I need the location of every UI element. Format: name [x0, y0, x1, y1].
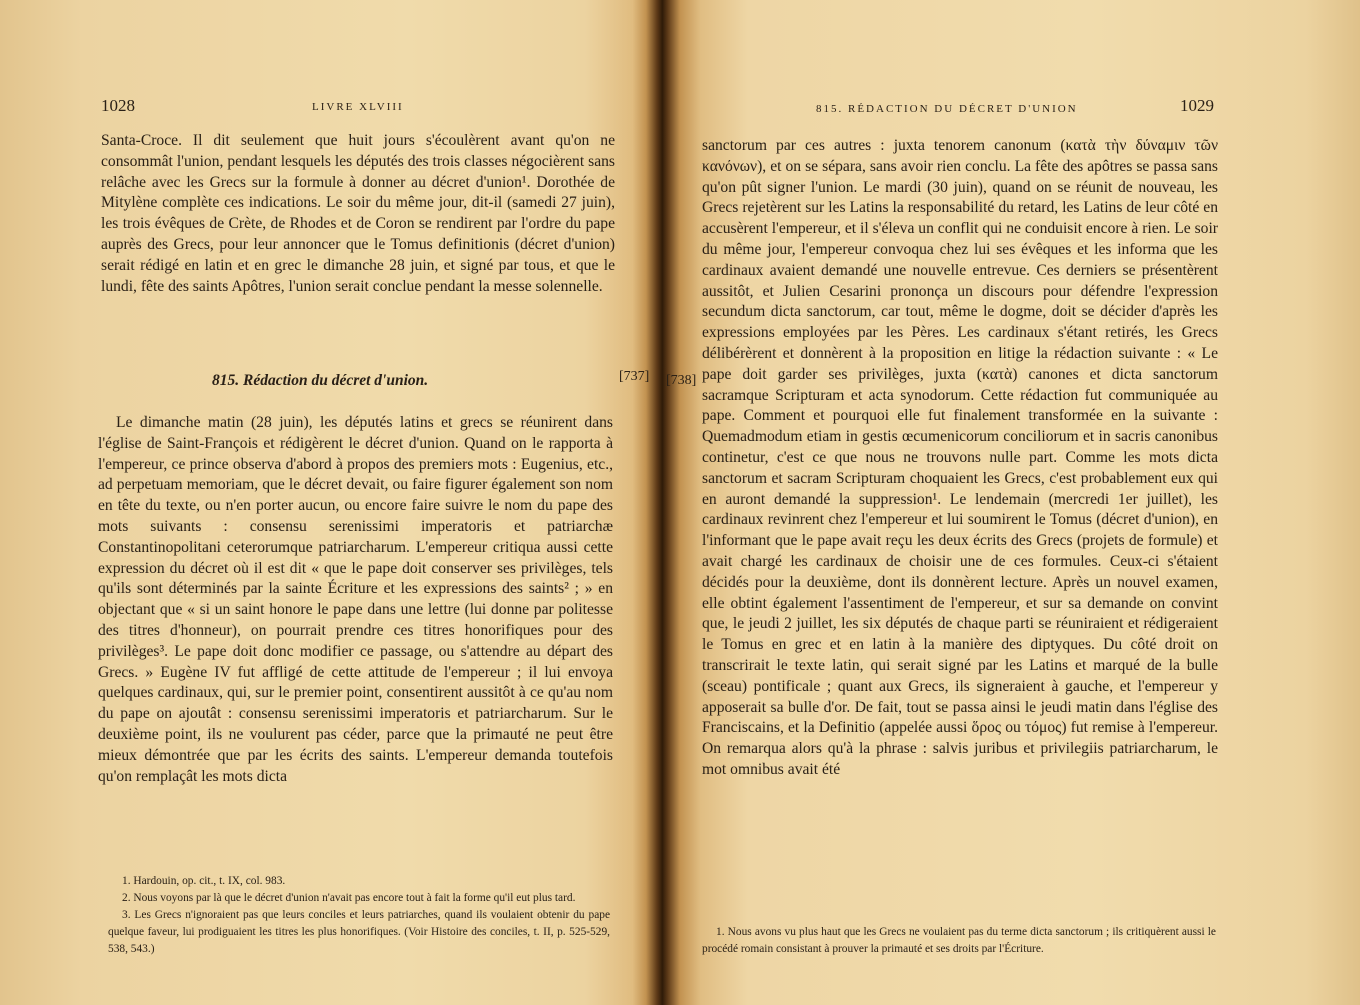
- page-number-left: 1028: [101, 96, 135, 115]
- right-footnotes: [702, 924, 1216, 958]
- footnote-3: 3. Les Grecs n'ignoraient pas que leurs conciles et leurs patriarches, quand ils voulaient obtenir du pape quelque faveur, lui prodiguaient les titres les plus honorifiques. (Voir Histoire des conciles, t. II, p. 525-529, 538, 543.): [108, 909, 610, 955]
- main-text: Le dimanche matin (28 juin), les députés latins et grecs se réunirent dans l'église de Saint-François et rédigèrent le décret d'union. Quand on le rapporta à l'empereur, ce prince observa d'abord à propos des premiers mots : Eugenius, etc., ad perpetuam memoriam, que le décret devait, ou faire figurer également son nom en tête du texte, ou n'en porter aucun, ou encore faire suivre le nom du pape des mots suivants : consensu serenissimi imperatoris et patriarchæ Constantinopolitani ceterorumque patriarcharum. L'empereur critiqua aussi cette expression du décret où il est dit « que le pape doit conserver ses privilèges, tels qu'ils sont déterminés par la sainte Écriture et les expressions des saints² ; » en objectant que « si un saint honore le pape dans une lettre (lui donne par politesse des titres d'honneur), on pourrait prendre ces titres honorifiques pour des privilèges³. Le pape doit donc modifier ce passage, ou s'attendre au départ des Grecs. » Eugène IV fut affligé de cette attitude de l'empereur ; il lui envoya quelques cardinaux, qui, sur le premier point, consentirent aussitôt à ce qu'au nom du pape on ajoutât : consensu serenissimi imperatoris et patriarcharum. Sur le deuxième point, ils ne voulurent pas céder, parce que la primauté ne peut être mieux démontrée que par les écrits des saints. L'empereur demanda toutefois qu'on remplaçât les mots dicta: [98, 414, 613, 785]
- footnote-right-1: 1. Nous avons vu plus haut que les Grecs ne voulaient pas du terme dicta sanctorum ; ils critiquèrent aussi le procédé romain consistant à prouver la primauté et ses droits par l'Écriture.: [702, 926, 1216, 955]
- right-page: [662, 0, 1360, 1005]
- footnote-1: 1. Hardouin, op. cit., t. IX, col. 983.: [122, 875, 286, 887]
- running-head-left: LIVRE XLVIII: [312, 101, 404, 113]
- right-main-paragraph: [702, 136, 1218, 781]
- footnote-2: 2. Nous voyons par là que le décret d'union n'avait pas encore tout à fait la forme qu'il eut plus tard.: [122, 892, 576, 904]
- left-intro-paragraph: [101, 131, 615, 297]
- margin-ref-left: [737]: [619, 369, 650, 384]
- section-heading: 815. Rédaction du décret d'union.: [212, 372, 429, 389]
- running-head-right: 815. RÉDACTION DU DÉCRET D'UNION: [816, 103, 1078, 115]
- right-text: sanctorum par ces autres : juxta tenorem canonum (κατὰ τὴν δύναμιν τῶν κανόνων), et on se sépara, sans avoir rien conclu. La fête des apôtres se passa sans qu'on pût signer l'union. Le mardi (30 juin), quand on se réunit de nouveau, les Grecs rejetèrent sur les Latins la responsabilité du retard, les Latins de leur côté en accusèrent l'empereur, et il s'éleva un conflit qui ne conduisit encore à rien. Le soir du même jour, l'empereur convoqua chez lui ses évêques et les informa que les cardinaux avaient demandé une nouvelle entrevue. Ces derniers se présentèrent aussitôt, et Julien Cesarini prononça un discours pour défendre l'expression secundum dicta sanctorum, car tout, même le dogme, doit se décider d'après les expressions employées par les Pères. Les cardinaux s'étant retirés, les Grecs délibérèrent et donnèrent à la proposition en litige la rédaction suivante : « Le pape doit garder ses privilèges, juxta (κατὰ) canones et dicta sanctorum sacramque Scripturam et acta synodorum. Cette rédaction fut communiquée au pape. Comment et pourquoi elle fut finalement transformée en la suivante : Quemadmodum etiam in gestis œcumenicorum conciliorum et in sacris canonibus continetur, c'est ce que nous ne trouvons nulle part. Comme les mots dicta sanctorum et sacram Scripturam choquaient les Grecs, c'est probablement eux qui en auront demandé la suppression¹. Le lendemain (mercredi 1er juillet), les cardinaux revinrent chez l'empereur et lui soumirent le Tomus (décret d'union), en l'informant que le pape avait reçu les deux écrits des Grecs (projets de formule) et avait chargé les cardinaux de choisir une de ces formules. Ceux-ci s'étaient décidés pour la deuxième, dont ils donnèrent lecture. Après un nouvel examen, elle obtint également l'assentiment de l'empereur, et sur sa demande on convint que, le jeudi 2 juillet, les six députés de chaque parti se réuniraient et rédigeraient le Tomus en grec et en latin à la manière des diptyques. Du côté droit on transcrirait le texte latin, qui serait signé par les Latins et marqué de la bulle (sceau) pontificale ; quant aux Grecs, ils signeraient à gauche, et l'empereur y apposerait sa bulle d'or. De fait, tout se passa ainsi le jeudi matin dans l'église des Franciscains, et la Definitio (appelée aussi ὅρος ou τόμος) fut remise à l'empereur. On remarqua alors qu'à la phrase : salvis juribus et privilegiis patriarcharum, le mot omnibus avait été: [702, 137, 1218, 778]
- left-page: [0, 0, 650, 1005]
- left-footnotes: [108, 873, 610, 958]
- left-main-paragraph: [98, 413, 613, 787]
- intro-text: Santa-Croce. Il dit seulement que huit jours s'écoulèrent avant qu'on ne consommât l'union, pendant lesquels les députés des trois classes négocièrent sans relâche avec les Grecs sur la formule à donner au décret d'union¹. Dorothée de Mitylène complète ces indications. Le soir du même jour, dit-il (samedi 27 juin), les trois évêques de Crète, de Rhodes et de Coron se rendirent par l'ordre du pape auprès des Grecs, pour leur annoncer que le Tomus definitionis (décret d'union) serait rédigé en latin et en grec le dimanche 28 juin, et signé par tous, et que le lundi, fête des saints Apôtres, l'union serait conclue pendant la messe solennelle.: [101, 132, 615, 295]
- page-number-right: 1029: [1180, 96, 1214, 115]
- margin-ref-right: [738]: [666, 373, 697, 388]
